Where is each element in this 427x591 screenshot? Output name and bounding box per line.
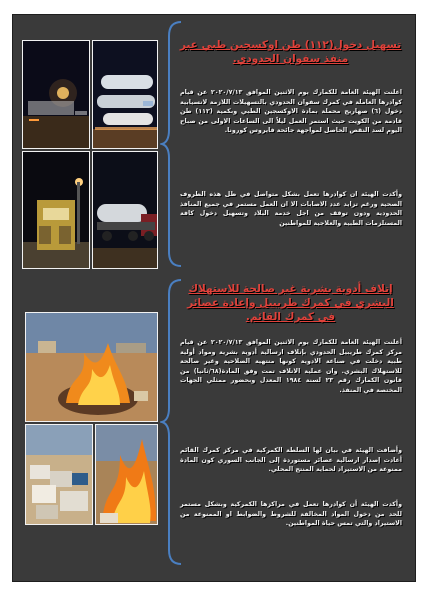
- photo-fire-burning-medicine: [25, 312, 158, 422]
- article-1-paragraph-2: وأكدت الهيئة ان كوادرها تعمل بشكل متواصل في ظل هذه الظروف الصحية ورغم تزايد عدد الاصابات الا ان العمل مستمر في جميع المنافذ الحدودية ودون توقف من اجل خدمة البلاد وتسهيل دخول كافة المستلزمات الطبية والعلاجية للمواطنين: [180, 191, 402, 227]
- photo-fire-close-up: [95, 424, 158, 525]
- article-1-title: تسهيل دخول(١١٢) طن اوكسجين طبي عبر منفذ سفوان الحدودي.: [179, 39, 402, 65]
- article-2-paragraph-1: أعلنت الهيئة العامة للكمارك يوم الاثنين الموافق ٢٠٢٠/٧/١٣ عن قيام مركز كمرك طريبيل الحدودي بإتلاف ارسالية أدوية بشرية ومواد أولية طبية دخلت في صناعة الادوية كونها منتهية الصلاحية وغير صالحة للاستهلاك البشري. وان عملية الاتلاف تمت وفق المادة(٦٨/ثانيا) من قانون الكمارك رقم ٢٣ لسنة ١٩٨٤ المعدل وبحضور ممثلي الجهات المختصة في المنفذ.: [180, 339, 403, 394]
- photo-tanker-trucks-row: [92, 40, 158, 149]
- photo-boxes-of-medicine: [25, 424, 93, 525]
- photo-oxygen-truck-night: [22, 40, 90, 149]
- article-1-paragraph-1: اعلنت الهيئة العامة للكمارك يوم الاثنين الموافق ٢٠٢٠/٧/١٣ عن قيام كوادرها العاملة في كمرك سفوان الحدودي بالتسهيلات اللازمة لانسيابية دخول (٦) صهاريج محملة بمادة الاوكسجين الطبي وبكمية (١١٢) طن قادمة من الكويت حيث استمر العمل ليلاً الى الساعات الاولى من صباح اليوم لسد النقص الحاصل لمواجهة جائحة فايروس كورونا.: [180, 89, 402, 135]
- article-2-paragraph-3: وأكدت الهيئة أن كوادرها تعمل في مراكزها الكمركية وبشكل مستمر للحد من دخول المواد المخالفة للشروط والضوابط او الممنوعة من الاستيراد والتي تمس حياة المواطنين.: [180, 501, 402, 528]
- article-2-title: إتلاف أدوية بشرية غير صالحة للاستهلاك البشري في كمرك طريبيل وإعادة عصائر في كمرك القائم.: [187, 283, 394, 323]
- article-2-paragraph-2: وأضافت الهيئة في بيان لها السلطة الكمركية في مركز كمرك القائم أعادت إصدار ارسالية عصائر مستوردة إلى الجانب السوري كون المادة ممنوعة من الاستيراد لحماية المنتج المحلي.: [180, 447, 402, 474]
- photo-tanker-truck-side: [92, 151, 158, 269]
- photo-customs-booth: [22, 151, 90, 269]
